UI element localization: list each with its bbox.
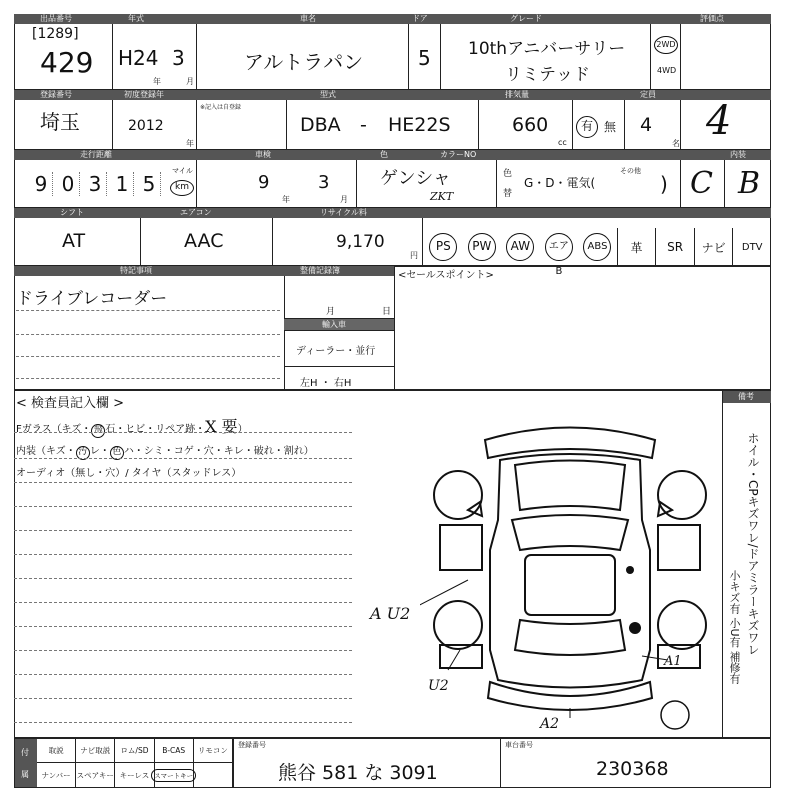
col-divider [724,160,725,208]
year-label: 年式 [128,14,144,23]
interior-grade: B [738,166,761,201]
accessory-cell [155,763,194,788]
color-label: 色 [380,150,388,159]
inspection-year-unit: 年 [282,195,290,204]
fglass-circled: 飛 [91,424,105,438]
spare-mark [626,566,634,574]
equipment-cell [655,228,694,266]
interior-prefix: 内装（キズ・ [16,446,76,457]
turbo-none: 無 [604,120,617,134]
inspection-month: 3 [318,172,330,193]
mileage-label: 走行距離 [80,150,112,159]
col-divider [394,266,395,390]
rear-window [515,620,625,655]
note-a2: A2 [540,716,560,732]
lot-number: 429 [40,46,94,79]
dotted-line [14,626,352,627]
row-divider [284,330,394,331]
equipment-item: ナビ [701,240,726,255]
shift-label: シフト [60,208,84,217]
accessory-label: 取説 [48,745,64,755]
shift-value: AT [62,230,86,252]
recycle-label: リサイクル料 [320,208,367,217]
col-divider [233,738,234,788]
fglass-close: ） [237,424,248,435]
drive-4wd: 4WD [657,66,677,75]
handle-side: 左H ・ 右H [300,378,352,389]
col-divider [680,24,681,90]
door-label: ドア [412,14,428,23]
special-label: 特記事項 [120,266,152,275]
col-divider [356,160,357,208]
mileage-digit: 1 [111,172,134,196]
car-name: アルトラパン [244,50,364,74]
fglass-line [16,414,248,438]
ac-label: エアコン [180,208,212,217]
col-divider [286,100,287,150]
col-divider [680,160,681,208]
plate-label: 登録番号 [238,741,266,749]
first-reg-year: 2012 [128,118,164,134]
note-u2: U2 [428,678,449,694]
accessory-label: ナビ取説 [80,745,111,755]
mileage-row-labels [14,150,771,160]
hood [515,461,625,511]
col-divider [680,100,681,150]
import-label: 輸入車 [322,320,346,329]
dotted-line [14,674,352,675]
month-unit: 月 [186,77,194,86]
model-label: 車名 [300,14,316,23]
dealer-parallel: ディーラー・並行 [296,346,376,357]
dotted-line [14,602,352,603]
inspection-month-unit: 月 [340,195,348,204]
service-month: 月 [326,307,336,317]
region: 埼玉 [40,110,80,134]
color-code: ZKT [430,190,454,203]
interior-suffix: ハ・シミ・コゲ・穴・キレ・破れ・割れ） [123,446,314,457]
accessory-label: スマートキー [151,769,196,782]
dotted-line [14,554,352,555]
footer-side-top: 付 [21,748,29,757]
col-divider [196,24,197,90]
auction-code: [1289] [32,26,79,42]
rear-right-wheel [658,601,706,649]
left-mirror [468,502,482,516]
mileage-digit: 5 [138,172,161,196]
accessory-label: キーレス [119,771,150,780]
plate-number: 熊谷 581 な 3091 [278,762,438,784]
col-divider [284,276,285,390]
door-count: 5 [418,46,431,70]
front-left-wheel [434,471,482,519]
col-divider [500,738,501,788]
interior-mid: レ・ [89,446,110,457]
equipment-row-labels [14,208,771,218]
lot-label: 出品番号 [40,14,72,23]
equipment-cell [501,228,540,266]
accessory-grid [37,738,233,788]
mileage-digit: 3 [84,172,107,196]
accessory-cell [37,763,76,788]
grade-line1: 10thアニバーサリー [468,39,626,59]
inspector-title: < 検査員記入欄 > [16,396,125,411]
first-reg-unit: 年 [186,139,194,148]
windshield [512,515,628,550]
chassis-number: 230368 [596,758,669,780]
rear-left-wheel [434,601,482,649]
drive-2wd-circled: 2WD [654,36,678,54]
rear-bumper [488,682,652,710]
era-year: H24 [118,46,159,70]
score-value: 4 [706,98,732,144]
car-diagram [420,410,720,730]
accessory-cell [115,738,154,763]
recycle-fee: 9,170 [336,232,385,252]
right-front-fender [658,525,700,570]
color-options: G・D・電気( [524,176,596,190]
service-day: 日 [382,307,392,317]
model-prefix: DBA [300,114,341,136]
first-reg-note: ※記入は自登録 [200,104,242,111]
note-a1: A1 [664,654,682,669]
col-divider [112,100,113,150]
vertical-note-2: 小キズ有 小U有 補修有 [728,570,741,685]
accessory-cell [76,763,115,788]
color-close: ) [660,172,668,196]
first-reg-label: 初度登録年 [124,90,164,99]
service-label: 整備記録簿 [300,266,340,275]
fglass-prefix: Fガラス（キズ・ [16,424,92,435]
col-divider [196,100,197,150]
col-divider [572,100,573,150]
ac-value: AAC [184,230,224,252]
color: ゲンシャ [380,168,451,189]
col-divider [440,24,441,90]
score-label: 評価点 [700,14,724,23]
model-code: HE22S [388,114,451,136]
equipment-item: PS [429,233,457,261]
accessory-cell [37,738,76,763]
dotted-line [14,722,352,723]
accessory-cell [76,738,115,763]
dotted-line [16,378,280,379]
color-code-label: カラーNO [440,150,477,159]
accessory-cell [194,738,233,763]
dotted-line [14,432,352,433]
seats-label: 定員 [640,90,656,99]
fuel-cap [629,622,641,634]
reg-month: 3 [172,46,185,70]
color-side2: 替 [503,189,513,199]
color-other: その他 [620,167,641,175]
dotted-line [14,698,352,699]
seats: 4 [640,114,653,136]
equipment-item: 革 [630,240,643,255]
mile-unit: マイル [172,167,193,175]
color-side1: 色 [503,169,513,179]
grade-line2: リミテッド [505,65,590,85]
equipment-item: ABS [583,233,611,261]
equipment-cell [540,228,579,277]
equipment-item: PW [468,233,496,261]
dotted-line [16,334,280,335]
dotted-line [14,530,352,531]
left-front-fender [440,525,482,570]
col-divider [196,160,197,208]
dotted-line [14,458,352,459]
audio-tire-line: オーディオ（無し・穴）/ タイヤ（スタッドレス） [16,468,242,479]
row-divider [284,366,394,367]
col-divider [496,160,497,208]
accessory-label: リモコン [197,745,228,755]
inspection-label: 車検 [255,150,271,159]
car-body [490,454,650,688]
cc-label: 排気量 [505,90,529,99]
fglass-suffix: 石・ヒビ・リペア跡・ [105,424,206,435]
roof [525,555,615,615]
year-unit: 年 [153,77,161,86]
mileage-digit: 9 [30,172,53,196]
col-divider [650,24,651,90]
displacement: 660 [512,114,549,136]
right-mirror [658,502,672,516]
side-label: 備考 [738,392,754,401]
turbo-circled: 有 [576,116,598,138]
model-code-label: 型式 [320,90,336,99]
accessory-label: スペアキー [76,771,114,780]
equipment-item: AW [506,233,534,261]
dotted-line [16,310,280,311]
col-divider [624,100,625,150]
model-dash: - [360,114,367,136]
equipment-cell [463,228,502,266]
dotted-line [14,578,352,579]
interior-circled-2: 色 [110,446,124,460]
exterior-grade: C [690,166,713,201]
special-text: ドライブレコーダー [16,289,168,309]
footer-side-bottom: 属 [21,770,29,779]
dotted-line [14,650,352,651]
chassis-label: 車台番号 [505,741,533,749]
col-divider [408,24,409,90]
col-divider [478,100,479,150]
note-a-u2: A U2 [370,604,411,623]
vertical-note-1: ホイル・CPキズワレ/ドアミラーキズワレ [746,432,760,656]
equipment-cell [424,228,463,266]
inspection-year: 9 [258,172,270,193]
accessory-cell [155,738,194,763]
sales-points-label: <セールスポイント> [398,270,494,281]
equipment-cell [732,228,771,266]
interior-label: 内装 [730,150,746,159]
grade-label: グレード [510,14,542,23]
col-divider [112,24,113,90]
spare-tire [661,701,689,729]
col-divider [422,218,423,266]
dotted-line [14,482,352,483]
accessory-cell [194,763,233,788]
equipment-cell [617,228,656,266]
cc-unit: cc [558,138,567,147]
col-divider [140,218,141,266]
equipment-item: DTV [741,241,763,253]
mileage-digit: 0 [57,172,80,196]
equipment-item: SR [667,240,684,254]
equipment-list [424,218,771,277]
dotted-line [14,506,352,507]
equipment-cell [694,228,733,266]
equipment-item: エアB [545,233,573,261]
recycle-yen: 円 [410,251,418,260]
region-label: 登録番号 [40,90,72,99]
interior-circled-1: 汚 [76,446,90,460]
front-right-wheel [658,471,706,519]
fglass-mark: X 要 [205,417,238,436]
col-divider [272,218,273,266]
accessory-label: ナンバー [41,771,71,780]
accessory-label: ロム/SD [120,745,149,755]
equipment-cell [578,228,617,266]
km-unit-circled: km [170,180,194,196]
dotted-line [16,356,280,357]
seats-unit: 名 [672,139,680,148]
accessory-cell [115,763,154,788]
accessory-label: B-CAS [162,745,186,755]
